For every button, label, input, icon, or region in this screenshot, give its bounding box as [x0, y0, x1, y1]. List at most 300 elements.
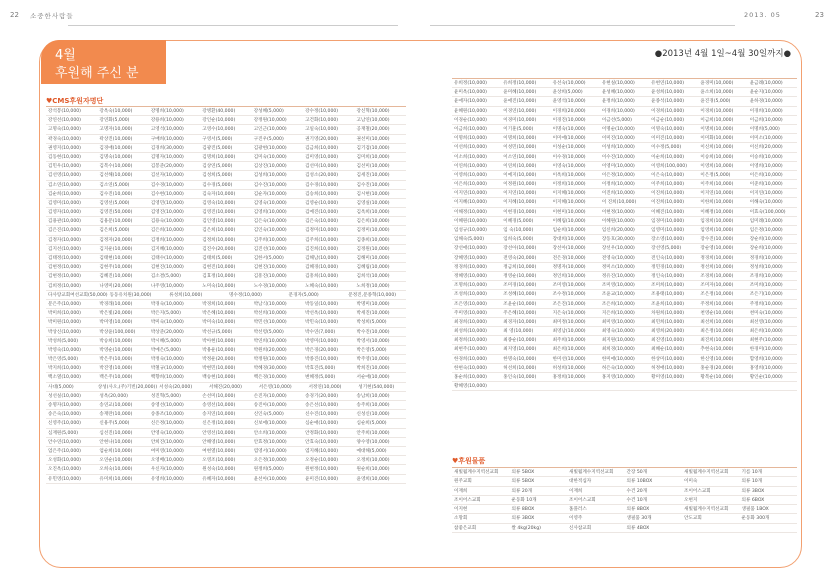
table-cell: 심선진(10,000) [99, 430, 133, 436]
table-cell: 김영순(10,000) [305, 200, 339, 206]
table-cell: 박영순(10,000) [99, 347, 133, 353]
table-cell: 김혜림(10,000) [356, 265, 390, 271]
left-page-number: 22 [10, 11, 19, 19]
table-cell: 김용숙(10,000) [150, 219, 184, 225]
table-cell: 이지혜(10,000) [503, 200, 537, 206]
table-cell: 이은숙(10,000) [651, 172, 685, 178]
table-cell: 고인근(10,000) [253, 127, 287, 133]
table-row [452, 355, 797, 364]
table-cell: 박시혜(5,000) [150, 338, 181, 344]
table-cell: 정혜영(10,000) [454, 273, 487, 279]
table-cell: 장순희(10,000) [749, 237, 783, 243]
table-cell: 김한서(5,000) [253, 256, 284, 261]
table-cell: 박희진(10,000) [356, 366, 390, 372]
table-cell: 의류 10BOX [626, 479, 653, 485]
table-row [452, 189, 797, 198]
table-cell: 이미숙 [684, 479, 698, 485]
table-cell: 김현진(10,000) [253, 265, 287, 271]
table-cell: 이명숙(10,000) [651, 126, 685, 132]
table-cell [600, 382, 649, 390]
table-cell: 김효정(10,000) [202, 274, 236, 280]
table-cell: 임경미(10,000) [651, 218, 685, 224]
table-cell: 김흥희(10,000) [305, 274, 339, 280]
table-cell: 최민희(10,000) [651, 319, 685, 325]
table-cell: 정명자(10,000) [552, 264, 586, 270]
table-row [452, 272, 797, 281]
table-cell: 이예지(10,000) [503, 172, 537, 178]
table-cell: 김현정(10,000) [48, 274, 81, 280]
table-cell: 오은정(10,000) [253, 458, 287, 464]
table-row [452, 235, 797, 244]
table-cell: 의류 20개 [511, 488, 533, 494]
table-cell: 이영희(10,000) [454, 172, 487, 178]
table-cell: 김명숙(10,000) [99, 154, 133, 160]
table-cell: 조윤교(10,000) [601, 292, 635, 298]
table-cell: 최선희(10,000) [700, 319, 734, 325]
table-cell: 강신혁(10,000) [356, 109, 390, 114]
table-cell: 김영실(10,000) [356, 200, 390, 206]
table-cell: 최현주(10,000) [749, 338, 783, 344]
table-cell: 이소연(10,000) [503, 154, 537, 160]
table-cell: 성옥(20,000) [99, 393, 128, 399]
table-cell: 오희숙(10,000) [99, 467, 133, 473]
table-cell: 이 진희(10,000) [601, 200, 637, 206]
table-cell: 원주교회 [454, 479, 472, 485]
table-cell: 조경희(10,000) [700, 273, 734, 279]
table-cell: 김선자(10,000) [150, 173, 184, 179]
table-cell: 윤선아(10,000) [253, 476, 287, 482]
table-cell: 노미숙(10,000) [202, 283, 236, 289]
table-cell: 이신희(20,000) [749, 145, 783, 151]
table-cell: 김태정(10,000) [48, 256, 81, 261]
table-cell: 김광현(10,000) [253, 145, 287, 151]
table-cell: 문은주(10,000) [48, 301, 81, 307]
table-row [46, 300, 406, 309]
table-cell: 이승희(10,000) [749, 154, 783, 160]
table-cell: 조윤순(10,000) [503, 301, 537, 307]
table-cell: 이성순(10,000) [552, 145, 586, 151]
table-cell: 송종조(10,000) [150, 412, 184, 418]
table-cell: 기름 10개 [741, 470, 763, 475]
table-cell: 한신영(10,000) [700, 356, 734, 362]
table-cell: 김영진(50,000) [99, 210, 133, 216]
table-row [452, 524, 797, 533]
table-cell: 안수연(10,000) [48, 439, 81, 445]
table-cell: 이경희(10,000) [700, 108, 734, 114]
table-cell: 백소열(10,000) [48, 375, 81, 381]
table-cell: 쌀 4kg(20kg) [511, 525, 541, 531]
table-cell: 김수진(10,000) [356, 182, 390, 188]
table-cell: 임해숙(5,000) [454, 237, 485, 243]
table-cell: 안도교회 [684, 516, 702, 522]
table-row [46, 337, 406, 346]
table-cell: 김정원(10,000) [356, 246, 390, 252]
table-cell: 이재희 [569, 488, 583, 494]
table-cell: 명수정(10,000) [228, 292, 262, 298]
table-cell: 김영민(10,000) [150, 200, 184, 206]
table-cell: 윤미진(10,000) [305, 476, 339, 482]
table-cell: 의류 8BOX [511, 507, 535, 513]
table-cell: 이명희(10,000) [700, 126, 734, 132]
table-cell: 이명숙(10,000) [552, 126, 586, 132]
table-cell: 이옥희(10,000) [552, 172, 586, 178]
table-cell: 이미진(10,000) [601, 136, 635, 142]
table-row [46, 217, 406, 226]
table-cell: 강용희(10,000) [150, 118, 184, 124]
table-cell: 고영석(10,000) [150, 127, 184, 133]
table-cell: 김지혜(10,000) [150, 246, 184, 252]
table-row [46, 135, 406, 144]
table-row [46, 144, 406, 153]
table-cell: 임순희(10,000) [552, 228, 586, 233]
title-banner [41, 40, 166, 84]
table-cell: 이순희(10,000) [651, 154, 685, 160]
table-cell: 김태희(5,000) [202, 256, 233, 261]
table-cell: 윤성혜(10,000) [601, 90, 635, 96]
table-cell: 박경희(10,000) [202, 301, 236, 307]
table-cell: 고일숙(10,000) [305, 127, 339, 133]
table-cell: 김상연(5,000) [202, 164, 233, 170]
table-cell [698, 382, 747, 390]
table-cell: 유미희(10,000) [99, 476, 133, 482]
table-cell: 김수현(10,000) [150, 191, 184, 197]
table-cell: 김기겸(10,000) [356, 145, 390, 151]
table-cell: 윤소희(10,000) [700, 90, 734, 96]
table-cell: 윤정희(10,000) [601, 99, 635, 105]
table-cell: 박승희(10,000) [99, 338, 133, 344]
table-row [452, 153, 797, 162]
table-cell: 의류 3BOX [511, 516, 535, 522]
table-cell: 임희숙(5,000) [503, 237, 534, 243]
table-cell: 박은주(10,000) [99, 357, 133, 363]
table-cell: 이미애(10,000) [552, 136, 586, 142]
table-cell: 김미숙(10,000) [253, 154, 287, 160]
table-cell: 이미진(10,000) [651, 136, 685, 142]
table-cell: 송영선(10,000) [150, 403, 184, 408]
table-row [452, 318, 797, 327]
table-cell: 김해남(10,000) [305, 256, 339, 261]
table-row [452, 336, 797, 345]
table-cell: 이지연(10,000) [700, 191, 734, 197]
table-cell: 안영선(10,000) [202, 430, 236, 436]
table-cell: 황미영(10,000) [651, 375, 685, 380]
table-cell: 운동화 300개 [741, 516, 770, 522]
table-cell: 이혜원(10,000) [454, 218, 487, 224]
table-cell: 박혜경(30,000) [253, 366, 287, 372]
table-cell: 김정자(20,000) [99, 237, 133, 243]
table-row [452, 327, 797, 336]
table-cell: 박연희(10,000) [253, 338, 287, 344]
table-cell: 박상신(10,000) [48, 329, 81, 335]
table-cell: 장동호(30,000) [601, 237, 635, 243]
table-cell: 조미희(10,000) [749, 283, 783, 289]
table-cell: 이성민(10,000) [503, 145, 537, 151]
table-cell: 송은선(10,000) [305, 403, 339, 408]
table-row [452, 116, 797, 125]
table-row [46, 410, 406, 419]
table-cell: 윤성희(10,000) [651, 90, 685, 96]
table-cell: 박예은(5,000) [150, 347, 181, 353]
table-cell: 우신자(10,000) [150, 467, 184, 473]
table-cell: 김수진(10,000) [99, 191, 133, 197]
table-cell: 전영숙(20,000) [503, 255, 537, 261]
table-row [452, 97, 797, 106]
table-cell: 최주희(10,000) [552, 338, 586, 344]
right-header-rule [430, 25, 735, 26]
table-cell: 김성희(5,000) [202, 173, 233, 179]
table-cell: 성진혁(5,000) [150, 393, 181, 399]
table-cell: 김흥진(10,000) [253, 274, 287, 280]
table-cell: 강옥숙(10,000) [99, 109, 133, 114]
table-row [452, 505, 797, 514]
table-cell: 이지연(10,000) [454, 191, 487, 197]
table-cell: 의류 3BOX [741, 488, 765, 494]
table-cell: 원순희(10,000) [356, 467, 390, 473]
table-cell: 최미정(10,000) [552, 319, 586, 325]
table-cell: 조미영(10,000) [601, 283, 635, 289]
table-cell: 장순영(10,000) [700, 246, 734, 252]
table-cell: 최미영(10,000) [601, 319, 635, 325]
table-cell: 박은빛(20,000) [99, 311, 133, 317]
table-cell: 주미영(10,000) [454, 310, 487, 316]
table-cell: 김예진(10,000) [305, 210, 339, 216]
table-cell: 김선미(10,000) [356, 164, 390, 170]
table-cell: 고영수(10,000) [202, 127, 236, 133]
table-row [452, 468, 797, 477]
table-cell: 서순애(10,000) [356, 375, 390, 381]
table-cell: 김종희(10,000) [356, 237, 390, 243]
table-row [46, 373, 406, 382]
table-cell: 이신희(10,000) [700, 145, 734, 151]
table-cell: 오성화(10,000) [48, 458, 81, 464]
table-cell: 이금희(10,000) [749, 117, 783, 123]
table-cell: 백은주(10,000) [99, 375, 133, 381]
table-cell: 김은희(10,000) [356, 219, 390, 225]
table-cell: 이지연(10,000) [503, 191, 537, 197]
table-cell: 박영서(10,000) [356, 338, 390, 344]
table-cell: 유현연(10,000) [651, 81, 685, 86]
table-cell: 윤애자(10,000) [454, 99, 487, 105]
table-row [452, 208, 797, 217]
table-cell: 구진우(5,000) [253, 136, 284, 142]
table-cell: 엄순희(10,000) [99, 448, 133, 454]
table-row [46, 401, 406, 410]
table-cell: 이은정(10,000) [601, 172, 635, 178]
table-cell: 조경희(10,000) [749, 273, 783, 279]
table-cell: 이주희(10,000) [651, 182, 685, 188]
table-cell: 최영남(10,000) [552, 329, 586, 335]
table-cell: 안영숙(10,000) [150, 430, 184, 436]
table-cell: 구영서(5,000) [202, 136, 233, 142]
table-cell: 최은정(10,000) [700, 329, 734, 335]
table-row [46, 465, 406, 474]
table-cell: 안해영(10,000) [202, 439, 236, 445]
table-row [452, 345, 797, 354]
table-cell: 이현경(10,000) [503, 209, 537, 215]
table-cell: 조미자(10,000) [700, 283, 734, 289]
table-cell: 김명자(10,000) [150, 154, 184, 160]
table-cell: 오영조(10,000) [202, 458, 236, 464]
table-cell: 김광진(5,000) [202, 145, 233, 151]
table-cell: 송남희(10,000) [356, 393, 390, 399]
table-cell: 최선영(10,000) [749, 319, 783, 325]
table-cell: 정인숙(10,000) [651, 273, 685, 279]
table-cell: 강인순(10,000) [202, 118, 236, 124]
table-cell: 이현정(10,000) [601, 209, 635, 215]
table-cell: 윤영희(10,000) [356, 476, 390, 482]
table-cell: 이명희(10,000) [454, 136, 487, 142]
table-cell: 김혜진(10,000) [99, 274, 133, 280]
table-cell: 박미원(10,000) [48, 320, 81, 326]
table-cell: 최성희(10,000) [454, 329, 487, 335]
table-cell: 이영주 [569, 516, 583, 522]
left-header-rule [68, 25, 398, 26]
table-cell: 김혜경(10,000) [305, 265, 339, 271]
table-row [452, 226, 797, 235]
table-cell: 김순희(10,000) [48, 191, 81, 197]
table-cell: 이경희(10,000) [749, 108, 783, 114]
table-cell: 김선미(10,000) [305, 164, 339, 170]
table-cell: 윤미옥(10,000) [454, 90, 487, 96]
table-cell: 홍지영(10,000) [601, 375, 635, 380]
table-cell: 강연선(10,000) [48, 118, 81, 124]
table-row [452, 364, 797, 373]
table-cell: 허은숙(10,000) [601, 365, 635, 371]
table-row [452, 107, 797, 116]
table-cell: 김숙자(10,000) [202, 191, 236, 197]
table-cell: 김성희(10,000) [253, 173, 287, 179]
table-cell: 김상진(10,000) [253, 164, 287, 170]
table-cell: 문경자(5,000) [288, 292, 319, 298]
table-row [452, 281, 797, 290]
table-row [46, 226, 406, 235]
table-cell: 이진희(10,000) [651, 200, 685, 206]
table-cell: 윤혜원(10,000) [454, 108, 487, 114]
table-cell: 신수진(10,000) [305, 412, 339, 418]
table-cell: 박은경(20,000) [305, 347, 339, 353]
table-cell: 김선영(10,000) [48, 173, 81, 179]
table-row [46, 153, 406, 162]
table-row [452, 309, 797, 318]
table-cell: 박선령(5,000) [253, 329, 284, 335]
table-cell: 박철규(10,000) [150, 366, 184, 372]
table-cell: 최종순(10,000) [503, 338, 537, 344]
table-cell: 김희석(10,000) [356, 274, 390, 280]
table-cell: 김은희(10,000) [202, 228, 236, 234]
table-row [46, 199, 406, 208]
table-cell: 김영미(10,000) [48, 200, 81, 206]
table-cell: 조이어스교회 [569, 497, 596, 503]
table-cell: 송은숙(10,000) [48, 412, 81, 418]
table-cell: 심순애(10,000) [305, 421, 339, 427]
table-cell: 김태현(10,000) [99, 256, 133, 261]
table-cell: 박현민(10,000) [202, 366, 236, 372]
table-cell: 이지혜(10,000) [552, 200, 586, 206]
table-cell: 최 영(10,000) [503, 329, 534, 335]
table-cell: 김지운(10,000) [99, 246, 133, 252]
table-cell: 이영희(10,000) [700, 163, 734, 169]
table-cell: 백향희(10,000) [150, 375, 184, 381]
table-cell: 송명자(10,000) [48, 403, 81, 408]
table-cell: 이금희(10,000) [454, 126, 487, 132]
table-cell: 김봉준(20,000) [150, 164, 184, 170]
table-cell: 신사참교회 [569, 525, 592, 531]
table-cell: 새빛월계수지역선교회 [569, 470, 614, 475]
table-cell: 성선실(10,000) [48, 393, 81, 399]
table-cell: 곽상진(10,000) [99, 136, 133, 142]
table-cell: 정유진(10,000) [601, 273, 635, 279]
table-row [452, 79, 797, 88]
table-cell: 조미경(10,000) [503, 283, 537, 289]
table-cell [748, 382, 797, 390]
table-cell: 원성숙(10,000) [202, 467, 236, 473]
table-cell: 송영선(10,000) [202, 403, 236, 408]
table-cell: 유혜자(10,000) [202, 476, 236, 482]
table-cell: 한상미(10,000) [651, 356, 685, 362]
table-cell: 고남연(10,000) [356, 118, 390, 124]
table-cell: 이재희 [454, 488, 468, 494]
table-cell: 이미화(10,000) [700, 136, 734, 142]
table-cell: 오연순(10,000) [99, 458, 133, 464]
table-cell: 윤애진(10,000) [503, 99, 537, 105]
table-cell: 이지연(10,000) [749, 191, 783, 197]
goods-section-heading: ♥후원물품 [452, 457, 486, 465]
table-cell: 유현실(10,000) [601, 81, 635, 86]
table-cell: 염지혜(10,000) [305, 448, 339, 454]
table-cell: 김태수(10,000) [150, 256, 184, 261]
table-cell: 문정진,문종혁(10,000) [348, 292, 397, 298]
table-cell: 박성희(5,000) [48, 338, 79, 344]
table-cell: 박세진(10,000) [356, 311, 390, 317]
table-cell: 김민우(10,000) [48, 164, 81, 170]
table-cell: 박효진(5,000) [305, 366, 336, 372]
table-cell: 이금순(10,000) [651, 117, 685, 123]
table-cell: 김영선(5,000) [99, 200, 130, 206]
table-cell: 손진자(10,000) [253, 393, 287, 399]
table-cell: 장혜영(10,000) [454, 255, 487, 261]
table-cell: 윤종석(10,000) [651, 99, 685, 105]
table-cell: 장선영(5,000) [651, 246, 682, 252]
cms-donor-table-right [452, 78, 797, 391]
table-cell: 김현진(10,000) [150, 265, 184, 271]
table-row [46, 364, 406, 373]
table-cell: 안효숙(10,000) [305, 439, 339, 445]
table-row [452, 134, 797, 143]
table-cell: 서정연(10,000) [308, 384, 342, 390]
table-cell: 나영미(20,000) [99, 283, 133, 289]
table-cell: 김현정(10,000) [48, 265, 81, 271]
table-row [452, 373, 797, 382]
table-cell: 박아현(10,000) [202, 338, 236, 344]
table-cell: 김수진(10,000) [253, 182, 287, 188]
table-cell: 성기현(540,000) [358, 384, 395, 390]
table-cell: 박원희(20,000) [253, 347, 287, 353]
table-cell: 강병환(40,000) [202, 109, 236, 114]
table-cell: 허성희(10,000) [552, 365, 586, 371]
table-cell: 신은정(10,000) [202, 421, 236, 427]
table-cell: 장선아(10,000) [552, 246, 586, 252]
table-cell: 유선숙(10,000) [552, 81, 586, 86]
table-cell: 윤경미(10,000) [700, 81, 734, 86]
table-cell: 수건 20개 [626, 488, 648, 494]
table-row [46, 456, 406, 465]
table-row [452, 217, 797, 226]
table-cell: 정경희(10,000) [454, 264, 487, 270]
table-cell: 이은희(10,000) [454, 182, 487, 188]
table-cell: 김은숙(10,000) [305, 219, 339, 225]
table-cell: 양수영(10,000) [356, 439, 390, 445]
cms-section-heading: ♥CMS후원자명단 [46, 97, 104, 105]
